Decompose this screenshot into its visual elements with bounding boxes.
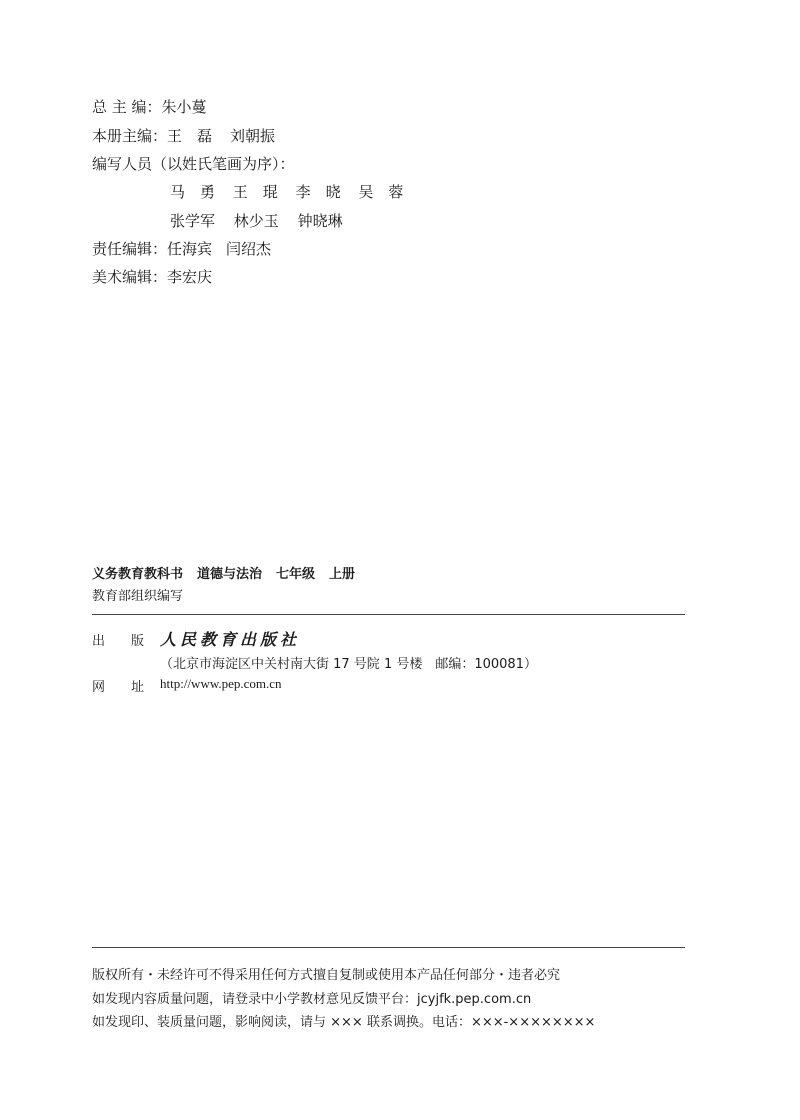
writer-name: 王 琨 [232, 183, 278, 201]
book-title-part: 七年级 [276, 567, 316, 582]
publisher-label: 出 版 [92, 634, 145, 649]
chief-editor-line [92, 96, 207, 117]
writer-name: 钟晓琳 [297, 212, 343, 230]
responsible-editor-name: 闫绍杰 [226, 240, 272, 258]
website-link[interactable]: http://www.pep.com.cn [160, 676, 282, 691]
art-editor-name: 李宏庆 [167, 268, 213, 286]
book-title-part: 上册 [329, 567, 356, 582]
print-issue-notice: 如发现印、装质量问题，影响阅读，请与 ××× 联系调换。电话：×××-×××××××× [92, 1015, 596, 1030]
volume-editor-label: 本册主编： [92, 127, 168, 145]
divider-bottom [92, 947, 685, 948]
writers-label: 编写人员（以姓氏笔画为序）： [92, 155, 295, 173]
book-title-part: 义务教育教科书 [92, 567, 184, 582]
art-editor-line [92, 266, 212, 287]
writer-name: 吴 蓉 [358, 183, 404, 201]
compiler-line: 教育部组织编写 [92, 589, 184, 604]
chief-editor-name: 朱小蔓 [161, 98, 207, 116]
volume-editor-name: 王 磊 [167, 127, 213, 145]
writer-name: 林少玉 [233, 212, 279, 230]
writers-line-1 [170, 181, 416, 202]
feedback-notice: 如发现内容质量问题，请登录中小学教材意见反馈平台：jcyjfk.pep.com.cn [92, 992, 532, 1007]
chief-editor-label: 总 主 编： [92, 98, 162, 116]
book-title [92, 563, 355, 582]
publisher-logo: 人民教育出版社 [160, 630, 301, 649]
divider-top [92, 614, 685, 615]
book-title-part: 道德与法治 [197, 567, 263, 582]
copyright-notice: 版权所有・未经许可不得采用任何方式擅自复制或使用本产品任何部分・违者必究 [92, 968, 561, 983]
writer-name: 马 勇 [170, 183, 216, 201]
publisher-address: （北京市海淀区中关村南大街 17 号院 1 号楼 邮编：100081） [160, 657, 537, 672]
responsible-editor-name: 任海宾 [167, 240, 213, 258]
writer-name: 李 晓 [295, 183, 341, 201]
writers-line-2 [170, 210, 357, 231]
website-label: 网 址 [92, 680, 145, 695]
responsible-editor-label: 责任编辑： [92, 240, 168, 258]
responsible-editor-line [92, 238, 271, 259]
volume-editor-name: 刘朝振 [230, 127, 276, 145]
art-editor-label: 美术编辑： [92, 268, 168, 286]
writer-name: 张学军 [170, 212, 216, 230]
volume-editor-line [92, 125, 275, 146]
